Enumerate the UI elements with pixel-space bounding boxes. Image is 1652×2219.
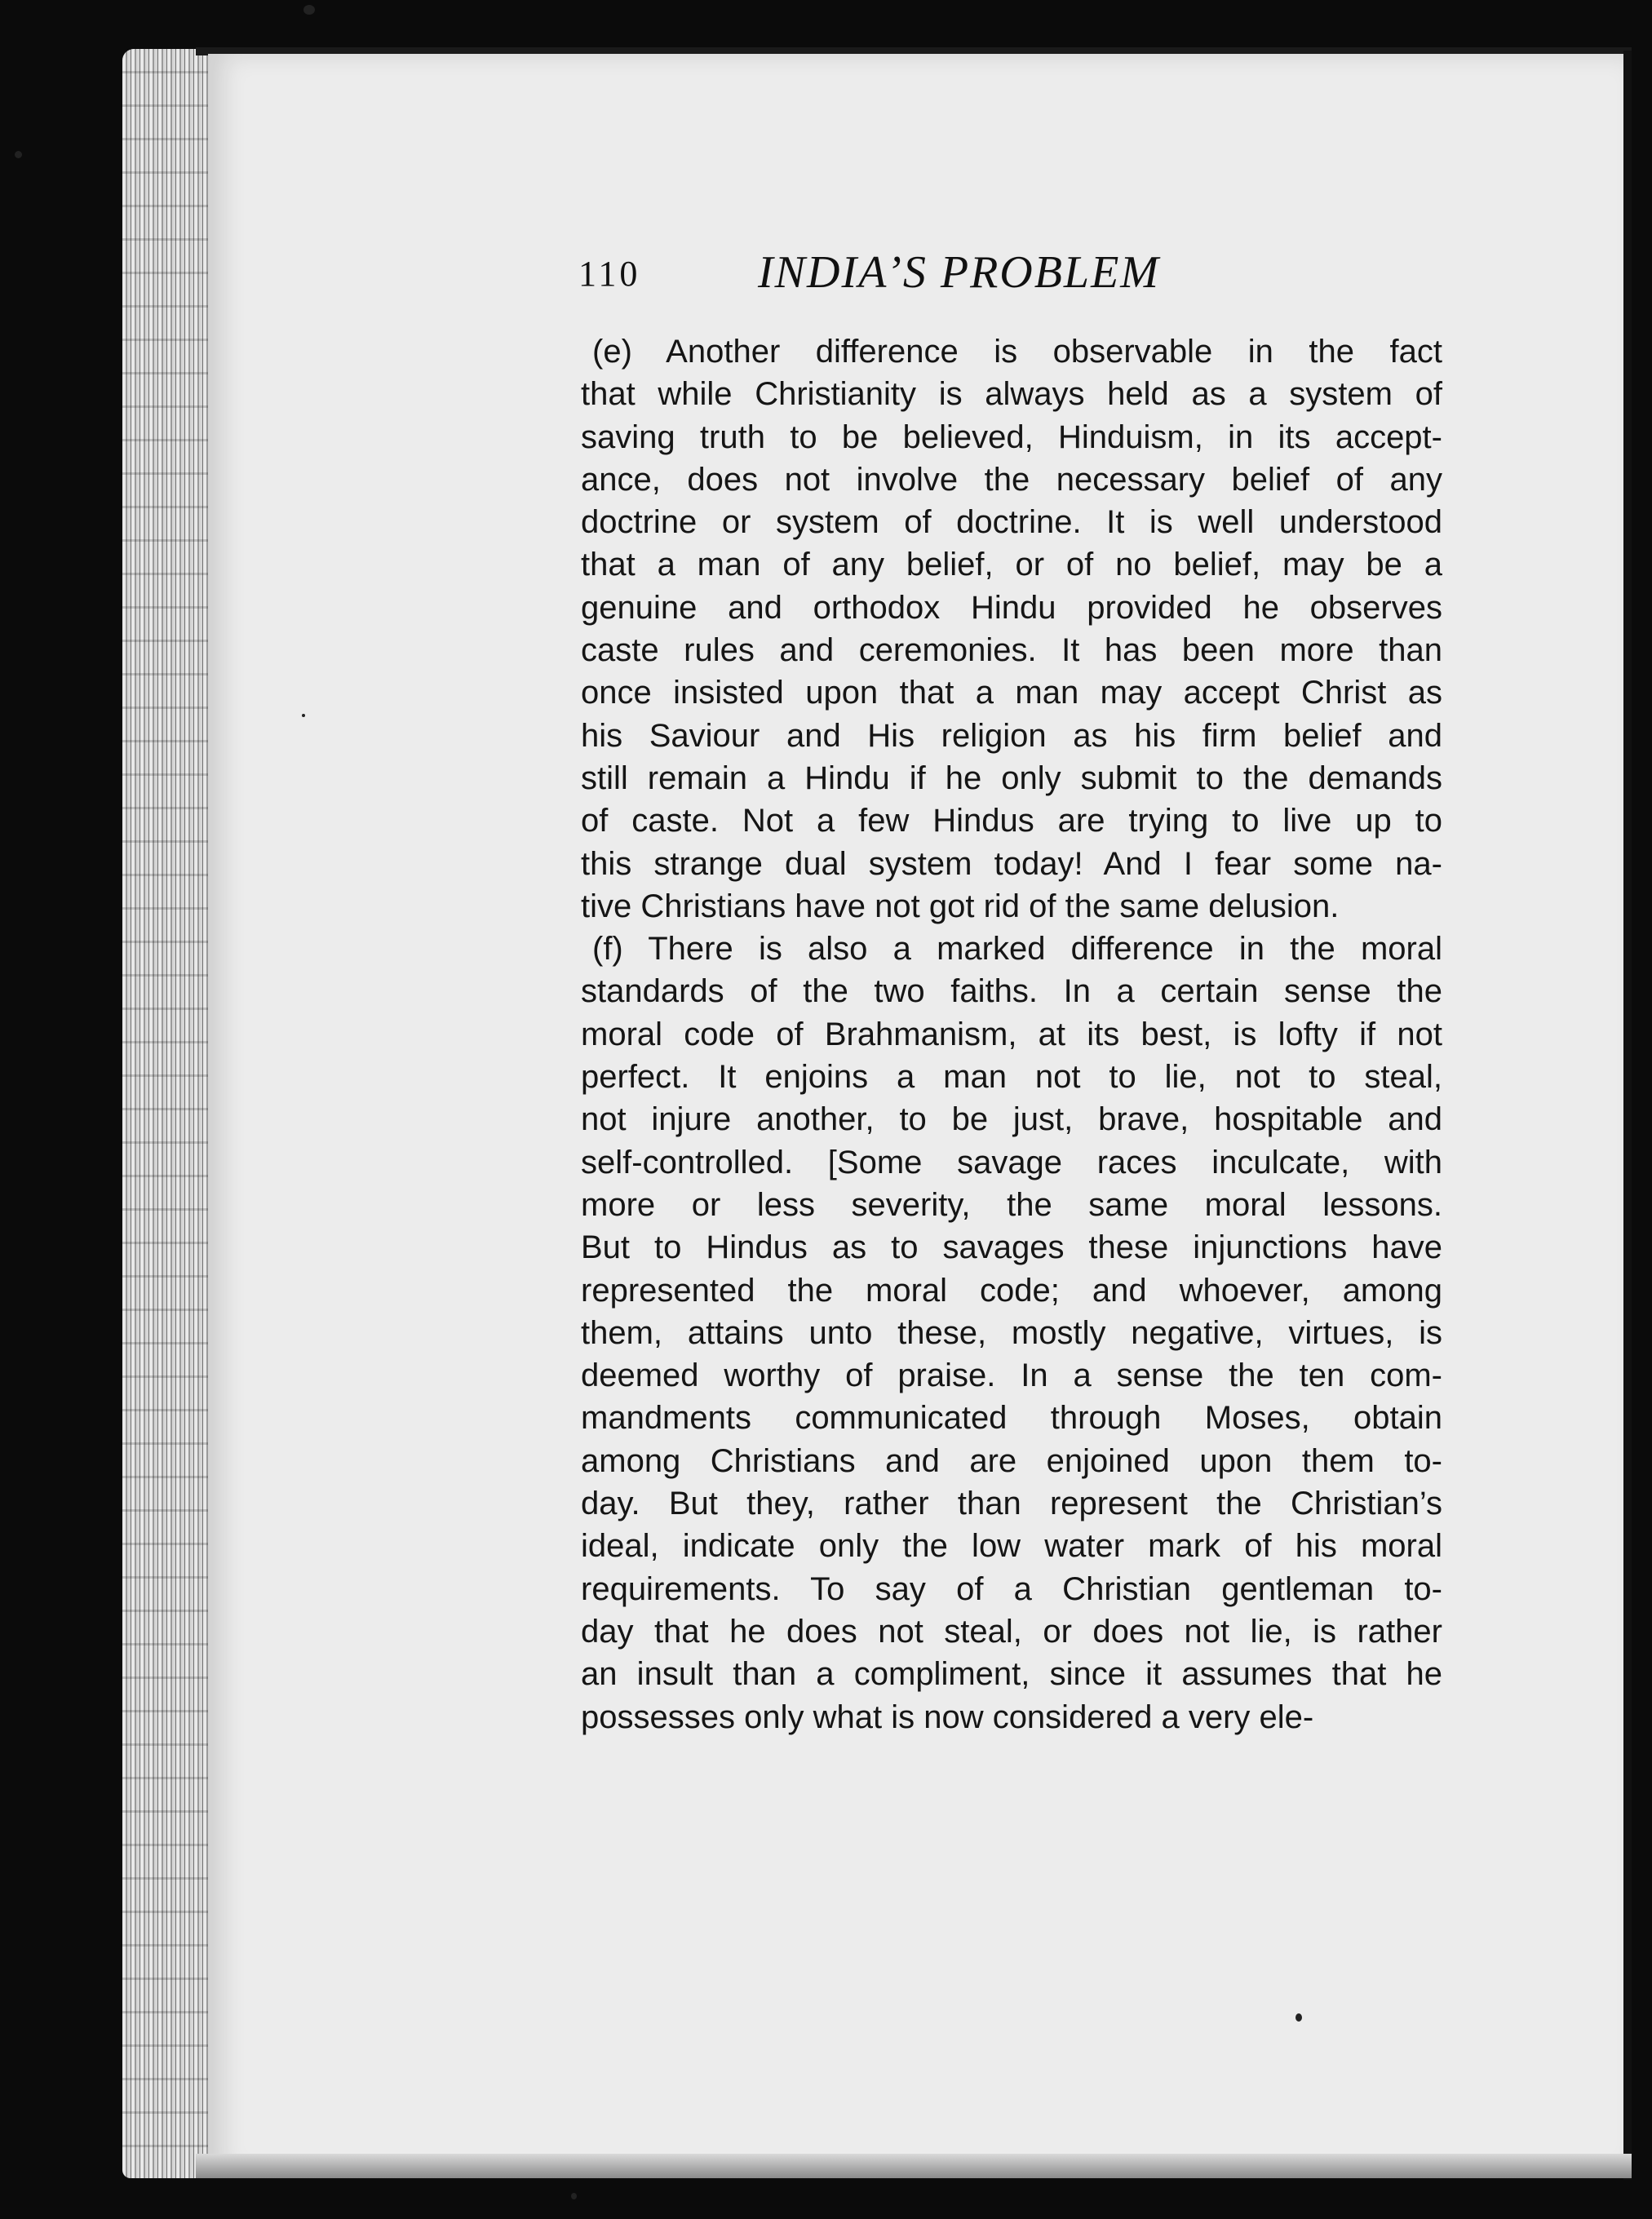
text-line: saving truth to be believed, Hinduism, in its accept-	[581, 419, 1442, 455]
text-line: ance, does not involve the necessary belief of any	[581, 461, 1442, 498]
text-line: deemed worthy of praise. In a sense the ten com-	[581, 1358, 1442, 1394]
text-line: self-controlled. [Some savage races inculcate, with	[581, 1144, 1442, 1180]
scan-speck	[303, 5, 315, 15]
text-line: ideal, indicate only the low water mark of his moral	[581, 1528, 1442, 1565]
text-line: possesses only what is now considered a very ele-	[581, 1699, 1314, 1735]
bottom-edge	[196, 2154, 1632, 2178]
text-line: more or less severity, the same moral lessons.	[581, 1186, 1442, 1223]
text-line: day. But they, rather than represent the Christian’s	[581, 1486, 1442, 1522]
text-line: them, attains unto these, mostly negative, virtues, is	[581, 1314, 1442, 1351]
text-line: standards of the two faiths. In a certain sense the	[581, 973, 1442, 1010]
scan-speck	[302, 714, 305, 717]
scan-speck	[15, 151, 22, 158]
right-border	[1623, 51, 1632, 2180]
text-line: an insult than a compliment, since it assumes that he	[581, 1656, 1442, 1693]
text-line: genuine and orthodox Hindu provided he observes	[581, 589, 1442, 626]
text-line: moral code of Brahmanism, at its best, is lofty if not	[581, 1016, 1442, 1052]
text-line: his Saviour and His religion as his firm belief and	[581, 717, 1442, 754]
page-number: 110	[578, 254, 641, 294]
scan-speck	[1295, 2013, 1302, 2022]
text-line: that a man of any belief, or of no belief, may be a	[581, 547, 1442, 583]
text-line: tive Christians have not got rid of the same delusion.	[581, 888, 1340, 924]
text-line: (e) Another difference is observable in the fact	[592, 334, 1442, 370]
text-line: But to Hindus as to savages these injunctions have	[581, 1229, 1442, 1266]
text-line: once insisted upon that a man may accept Christ as	[581, 675, 1442, 711]
scan-speck	[571, 2193, 577, 2199]
text-line: that while Christianity is always held as a system of	[581, 376, 1442, 413]
page-edges	[122, 49, 212, 2178]
text-line: among Christians and are enjoined upon them to-	[581, 1442, 1442, 1479]
text-line: (f) There is also a marked difference in the moral	[592, 931, 1442, 968]
text-line: of caste. Not a few Hindus are trying to live up to	[581, 803, 1442, 839]
body-text	[581, 330, 1442, 1738]
text-line: not injure another, to be just, brave, hospitable and	[581, 1101, 1442, 1138]
text-line: still remain a Hindu if he only submit to the demands	[581, 760, 1442, 796]
text-line: requirements. To say of a Christian gentleman to-	[581, 1570, 1442, 1607]
text-line: this strange dual system today! And I fear some na-	[581, 845, 1442, 882]
page-header	[578, 246, 1443, 303]
text-line: perfect. It enjoins a man not to lie, not to steal,	[581, 1059, 1442, 1096]
text-line: caste rules and ceremonies. It has been more than	[581, 632, 1442, 669]
running-title: INDIA’S PROBLEM	[758, 247, 1160, 298]
text-line: doctrine or system of doctrine. It is well understood	[581, 504, 1442, 541]
text-line: mandments communicated through Moses, obtain	[581, 1400, 1442, 1437]
text-line: represented the moral code; and whoever, among	[581, 1272, 1442, 1309]
text-line: day that he does not steal, or does not lie, is rather	[581, 1613, 1442, 1650]
